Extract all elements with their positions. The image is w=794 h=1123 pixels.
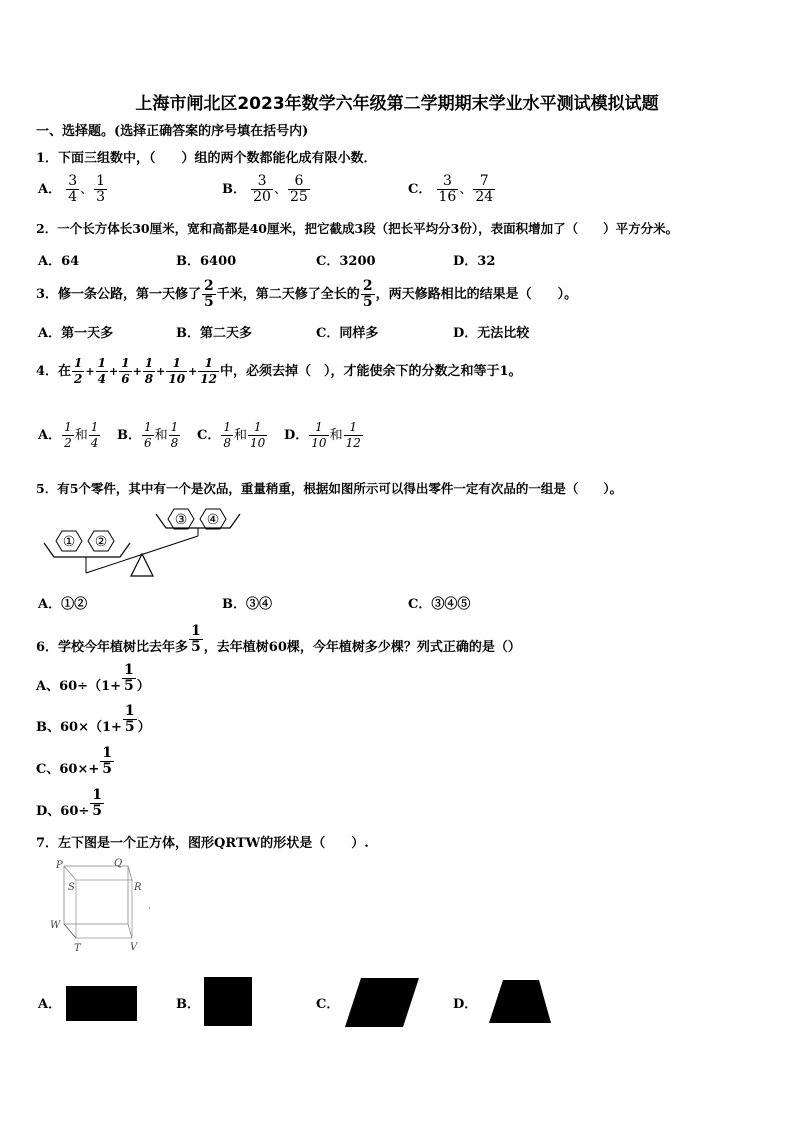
fraction: $\frac{7}{24}$ [475,173,494,205]
question-2-text: 2．一个长方体长30厘米，宽和高都是40厘米，把它截成3段（把长平均分3份），表面积增加了（ ）平方分米。 [36,221,679,236]
option-label: C． [408,182,432,197]
q7-option-a-label[interactable]: A． [38,997,62,1012]
fraction: $\frac{1}{5}$ [124,662,134,694]
question-7-text: 7．左下图是一个正方体，图形QRTW的形状是（ ）. [36,836,369,851]
section-heading: 一、选择题。(选择正确答案的序号填在括号内) [36,124,309,139]
q5-option-c[interactable]: C．③④⑤ [408,597,471,612]
fraction: $\frac{6}{25}$ [289,173,308,205]
q2-option-c[interactable]: C．3200 [316,254,376,269]
fraction: $\frac{1}{5}$ [92,787,103,819]
balance-scale-figure [40,505,250,585]
q3-option-c[interactable]: C．同样多 [316,326,379,341]
q2-option-b[interactable]: B．6400 [176,254,237,269]
fraction-term: $\frac{1}{12}$ [200,356,217,386]
fraction: $\frac{1}{12}$ [345,420,361,450]
part-label-2: ② [94,534,108,550]
q3-option-b[interactable]: B．第二天多 [176,326,252,341]
cube-figure [46,858,158,954]
option-label: A． [38,428,62,443]
fraction: $\frac{3}{20}$ [253,173,271,205]
fraction-term: $\frac{1}{8}$ [144,356,154,386]
plus-sign: + [156,365,166,378]
q4-option-d[interactable]: D． $\frac{1}{10}$ 和 $\frac{1}{12}$ [284,420,361,450]
fraction: $\frac{1}{8}$ [223,420,231,450]
page-title: 上海市闸北区2023年数学六年级第二学期期末学业水平测试模拟试题 [135,94,659,114]
vertex-label-q: Q [114,858,123,869]
q7-option-b-label[interactable]: B． [176,997,200,1012]
fraction: $\frac{3}{4}$ [68,173,78,205]
fraction: $\frac{1}{5}$ [191,623,201,655]
fraction-term: $\frac{1}{4}$ [97,356,106,386]
plus-sign: + [188,365,198,378]
vertex-label-v: V [130,942,138,953]
q1-option-c[interactable] [408,174,496,205]
plus-sign: + [108,365,119,378]
q4-option-a[interactable]: A． $\frac{1}{2}$ 和 $\frac{1}{4}$ [38,420,99,450]
vertex-label-s: S [68,882,75,893]
option-label: B． [117,428,141,443]
q3-option-a[interactable]: A．第一天多 [38,326,114,341]
question-4-text: 4．在 $\frac{1}{2}$ + $\frac{1}{4}$ + $\frac{1}{6}$ + $\frac{1}{8}$ + $\frac{1}{10}$ + $\frac{1}{12}$ 中，必须去掉（ ），才能使余下的分数之和等于1。 [36,356,522,386]
q7-option-c-shape[interactable] [345,978,420,1028]
fraction-sum [71,356,220,386]
part-label-4: ④ [206,512,220,528]
fraction: $\frac{1}{5}$ [124,703,135,735]
q7-option-b-shape[interactable] [204,977,252,1026]
fraction: $\frac{1}{8}$ [170,420,179,450]
vertex-label-w: W [50,920,61,931]
q4-option-c[interactable]: C． $\frac{1}{8}$ 和 $\frac{1}{10}$ [197,420,266,450]
q6-option-c[interactable]: C、60×+ $\frac{1}{5}$ [36,745,112,777]
q4-option-b[interactable]: B． $\frac{1}{6}$ 和 $\frac{1}{8}$ [117,420,179,450]
separator: 、 [459,182,473,197]
fraction: $\frac{1}{4}$ [90,420,99,450]
q7-option-d-shape[interactable] [489,980,553,1024]
separator: 、 [80,182,94,197]
question-1-text: 1．下面三组数中，（ ）组的两个数都能化成有限小数． [36,151,377,166]
q2-option-a[interactable]: A．64 [38,254,80,269]
fraction: $\frac{1}{10}$ [250,420,266,450]
q1-option-b[interactable] [222,174,311,205]
vertex-label-r: R [134,882,142,893]
q2-option-d[interactable]: D．32 [453,254,496,269]
plus-sign: + [132,365,142,378]
q1-option-a[interactable] [38,174,108,205]
part-label-3: ③ [174,512,188,528]
q5-option-b[interactable]: B．③④ [222,597,272,612]
q3-option-d[interactable]: D．无法比较 [453,326,530,341]
fraction: $\frac{1}{2}$ [64,420,72,450]
fraction: $\frac{1}{5}$ [102,745,112,777]
option-label: D． [284,428,309,443]
part-label-1: ① [62,534,76,550]
option-label: C． [197,428,221,443]
plus-sign: + [85,365,95,378]
separator: 、 [273,182,287,197]
option-label: B． [222,182,246,197]
question-6-text: 6．学校今年植树比去年多 $\frac{1}{5}$ ，去年植树60棵，今年植树多少棵？列式正确的是（） [36,623,521,655]
fraction: $\frac{1}{10}$ [311,420,327,450]
q6-option-d[interactable]: D、60÷ $\frac{1}{5}$ [36,787,103,819]
q6-option-b[interactable]: B、60×（1+ $\frac{1}{5}$ ） [36,703,151,735]
fraction-term: $\frac{1}{2}$ [74,356,83,386]
fraction-term: $\frac{1}{6}$ [121,356,130,386]
fraction: $\frac{1}{6}$ [144,420,152,450]
question-3-text: 3．修一条公路，第一天修了 $\frac{2}{5}$ 千米，第二天修了全长的 $\frac{2}{5}$ ，两天修路相比的结果是（ ）。 [36,278,578,310]
fraction-term: $\frac{1}{10}$ [168,356,186,386]
fraction: $\frac{1}{3}$ [96,173,106,205]
option-label: A． [38,182,62,197]
svg-text:,: , [148,900,152,911]
fraction: $\frac{3}{16}$ [438,173,457,205]
q5-option-a[interactable]: A．①② [38,597,88,612]
q6-option-a[interactable]: A、60÷（1+ $\frac{1}{5}$ ） [36,662,150,694]
vertex-label-t: T [74,943,81,954]
question-5-text: 5．有5个零件，其中有一个是次品，重量稍重，根据如图所示可以得出零件一定有次品的一组是（ ）。 [36,481,623,496]
fraction: $\frac{2}{5}$ [204,278,214,310]
fraction: $\frac{2}{5}$ [362,278,373,310]
q7-option-d-label[interactable]: D． [453,997,478,1012]
q7-option-a-shape[interactable] [66,986,137,1021]
q7-option-c-label[interactable]: C． [316,997,340,1012]
vertex-label-p: P [56,860,63,871]
